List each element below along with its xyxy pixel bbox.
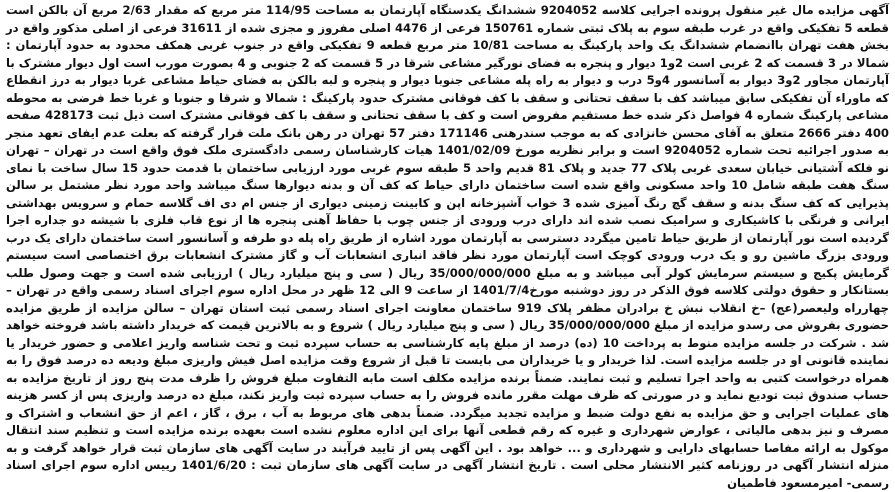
auction-notice-text: آگهی مزایده مال غیر منقول پرونده اجرایی کلاسه 9204052 ششدانگ یکدستگاه آپارتمان به مساحت 114/95 متر مربع که مقدار 2/63 مربع آن بالکن است قطعه 5 تفکیکی واقع در غرب طبقه سوم به پلاک ثبتی شماره 150761 فرعی از 4476 اصلی مفروز و مجزی شده از 31611 فرعی از اصلی مذکور واقع در بخش هفت تهران باانضمام ششدانگ یک واحد پارکینگ به مساحت 10/81 متر مربع قطعه 9 تفکیکی واقع در جنوب غربی همکف محدود به حدود آپارتمان : شمالا در 3 قسمت که 2 غربی است 2و1 دیوار و پنجره به فضای نورگیر مشاعی شرقا در 5 قسمت که 2 جنوبی و 4 بصورت مورب است اول دیوار مشترک با آپارتمان مجاور 2و3 دیوار به آسانسور 4و5 درب و دیوار به راه پله مشاعی جنوبا دیوار و پنجره و لبه بالکن به فضای حیاط مشاعی غربا دیوار به درز انقطاع که ماوراء آن تفکیکی سابق میباشد کف با سقف تحتانی و سقف با کف فوقانی مشترک حدود پارکینگ : شمالا و شرقا و جنوبا و غربا خط فرضی به محوطه مشاعی پارکینگ شماره 4 فواصل ذکر شده خط مستقیم مفروض است و کف با سقف تحتانی و سقف با کف فوقانی مشترک است ذیل ثبت 428173 صفحه 400 دفتر 2666 متعلق به آقای محسن خانزادی که به موجب سندرهنی 171146 دفتر 57 تهران در رهن بانک ملت قرار گرفته که بعلت عدم ایفای تعهد منجر به صدور اجرائیه تحت شماره 9204052 است و برابر نظریه مورخ 1401/02/09 هیات کارشناسان رسمی دادگستری ملک فوق واقع است در تهران – تهران نو فلکه آشتیانی خیابان سعدی غربی پلاک 77 جدید و پلاک 81 قدیم واحد 5 طبقه سوم غربی مورد ارزیابی ساختمان با قدمت حدود 15 سال ساخت با نمای سنگ هفت طبقه شامل 10 واحد مسکونی واقع شده است ساختمان دارای حیاط که کف آن و بدنه دیوارها سنگ میباشد واحد مورد نظر مشتمل بر سالن پذیرایی که کف سنگ بدنه و سقف گچ رنگ آمیزی شده 3 خواب آشپزخانه اپن و کابینت زمینی دیواری از جنس ام دی اف گلاسه حمام و سرویس بهداشتی ایرانی و فرنگی با کاشیکاری و سرامیک نصب شده اند دارای درب ورودی از جنس چوب با حفاظ آهنی پنجره ها از نوع قاب فلزی با شیشه دو جداره اجرا گردیده است نور آپارتمان از طریق حیاط تامین میگردد دسترسی به آپارتمان مورد اشاره از طریق راه پله دو طرفه و آسانسور است ساختمان دارای یک درب ورودی بزرگ ماشین رو و یک درب ورودی کوچک است آپارتمان مورد نظر فاقد انباری انشعابات آب و گاز مشترک انشعابات برق اختصاصی است سیستم گرمایش پکیج و سیستم سرمایش کولر آبی میباشد و به مبلغ 35/000/000/000 ریال ( سی و پنج میلیارد ریال ) ارزیابی شده است و جهت وصول طلب بستانکار و حقوق دولتی کلاسه فوق الذکر در روز دوشنبه مورخ1401/7/4 از ساعت 9 الی 12 ظهر در محل اداره سوم اجرای اسناد رسمی واقع در تهران – چهارراه ولیعصر(عج) –خ انقلاب نبش خ برادران مظفر پلاک 919 ساختمان معاونت اجرای اسناد رسمی ثبت استان تهران – سالن مزایده از طریق مزایده حضوری بفروش می رسدو مزایده از مبلغ 35/000/000/000 ریال ( سی و پنج میلیارد ریال ) شروع و به بالاترین قیمت که خریدار داشته باشد فروخته خواهد شد . شرکت در جلسه مزایده منوط به پرداخت 10 (ده) درصد از مبلغ پایه کارشناسی به حساب سپرده ثبت و تحت شناسه واریز اعلامی و حضور خریدار یا نماینده قانونی او در جلسه مزایده است. لذا خریدار و یا خریداران می بایست تا قبل از شروع وقت مزایده اصل فیش واریزی مبلغ ودیعه ده درصد فوق را به همراه درخواست کتبی به واحد اجرا تسلیم و ثبت نمایند. ضمناً برنده مزایده مکلف است مابه التفاوت مبلغ فروش را ظرف مدت پنج روز از تاریخ مزایده به حساب صندوق ثبت تودیع نماید و در صورتی که ظرف مهلت مقرر مانده فروش را به حساب سپرده ثبت واریز نکند، مبلغ ده درصد واریزی پس از کسر هزینه های عملیات اجرایی و حق مزایده به نفع دولت ضبط و مزایده تجدید میگردد. ضمناً بدهی های مربوط به آب ، برق ، گاز ، اعم از حق انشعاب و اشتراک و مصرف و نیز بدهی مالیاتی ، عوارض شهرداری و غیره که رقم قطعی آنها برای این اداره معلوم نشده است بعهده برنده مزایده است و تنظیم سند انتقال موکول به ارائه مفاصا حسابهای دارایی و شهرداری و ... خواهد بود . این آگهی پس از تایید فرآیند در سایت آگهی های سازمان ثبت قرار خواهد گرفت و به منزله انتشار آگهی در روزنامه کثیر الانتشار محلی است . تاریخ انتشار آگهی در سایت آگهی های سازمان ثبت : 1401/6/20 رییس اداره سوم اجرای اسناد رسمی- امیرمسعود فاطمیان [6, 3, 890, 490]
